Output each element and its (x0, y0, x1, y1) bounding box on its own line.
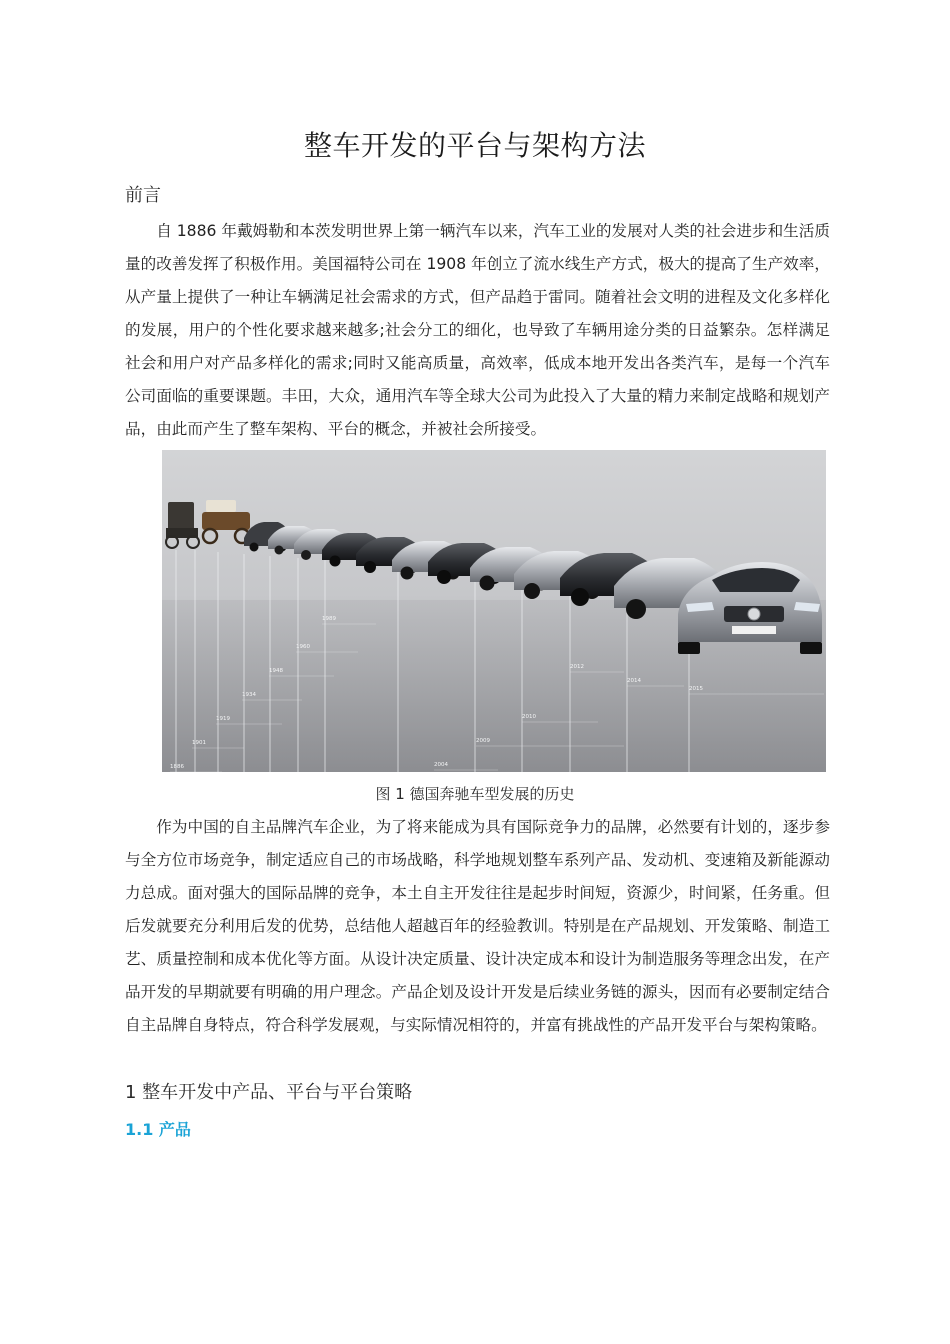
svg-text:1989: 1989 (322, 616, 336, 622)
svg-text:1934: 1934 (242, 692, 256, 698)
subsection-heading: 1.1 产品 (125, 1120, 191, 1139)
section-heading: 1 整车开发中产品、平台与平台策略 (125, 1082, 413, 1103)
mercedes-history-figure (162, 450, 826, 772)
svg-text:1960: 1960 (296, 644, 310, 650)
paragraph-strategy: 作为中国的自主品牌汽车企业，为了将来能成为具有国际竞争力的品牌，必然要有计划的，逐步参与全方位市场竞争，制定适应自己的市场战略，科学地规划整车系列产品、发动机、变速箱及新能源动力总成。面对强大的国际品牌的竞争，本土自主开发往往是起步时间短，资源少，时间紧，任务重。但后发就要充分利用后发的优势，总结他人超越百年的经验教训。特别是在产品规划、开发策略、制造工艺、质量控制和成本优化等方面。从设计决定质量、设计决定成本和设计为制造服务等理念出发，在产品开发的早期就要有明确的用户理念。产品企划及设计开发是后续业务链的源头，因而有必要制定结合自主品牌自身特点，符合科学发展观，与实际情况相符的，并富有挑战性的产品开发平台与架构策略。 (125, 818, 830, 1034)
figure-caption: 图 1 德国奔驰车型发展的历史 (375, 785, 575, 803)
document-title: 整车开发的平台与架构方法 (303, 129, 646, 162)
svg-text:2015: 2015 (689, 686, 703, 692)
preface-heading: 前言 (125, 185, 161, 206)
svg-text:2014: 2014 (627, 678, 641, 684)
svg-text:1948: 1948 (269, 668, 283, 674)
svg-text:1901: 1901 (192, 740, 206, 746)
svg-text:1886: 1886 (170, 764, 184, 770)
svg-text:2012: 2012 (570, 664, 584, 670)
svg-text:2009: 2009 (476, 738, 490, 744)
svg-text:2004: 2004 (434, 762, 448, 768)
svg-text:2010: 2010 (522, 714, 536, 720)
paragraph-intro: 自 1886 年戴姆勒和本茨发明世界上第一辆汽车以来，汽车工业的发展对人类的社会进步和生活质量的改善发挥了积极作用。美国福特公司在 1908 年创立了流水线生产方式，极大的提高了生产效率，从产量上提供了一种让车辆满足社会需求的方式，但产品趋于雷同。随着社会文明的进程及文化多样化的发展，用户的个性化要求越来越多;社会分工的细化，也导致了车辆用途分类的日益繁杂。怎样满足社会和用户对产品多样化的需求;同时又能高质量，高效率，低成本地开发出各类汽车，是每一个汽车公司面临的重要课题。丰田，大众，通用汽车等全球大公司为此投入了大量的精力来制定战略和规划产品，由此而产生了整车架构、平台的概念，并被社会所接受。 (125, 222, 830, 438)
figure-illustration (162, 450, 826, 772)
svg-text:1919: 1919 (216, 716, 230, 722)
